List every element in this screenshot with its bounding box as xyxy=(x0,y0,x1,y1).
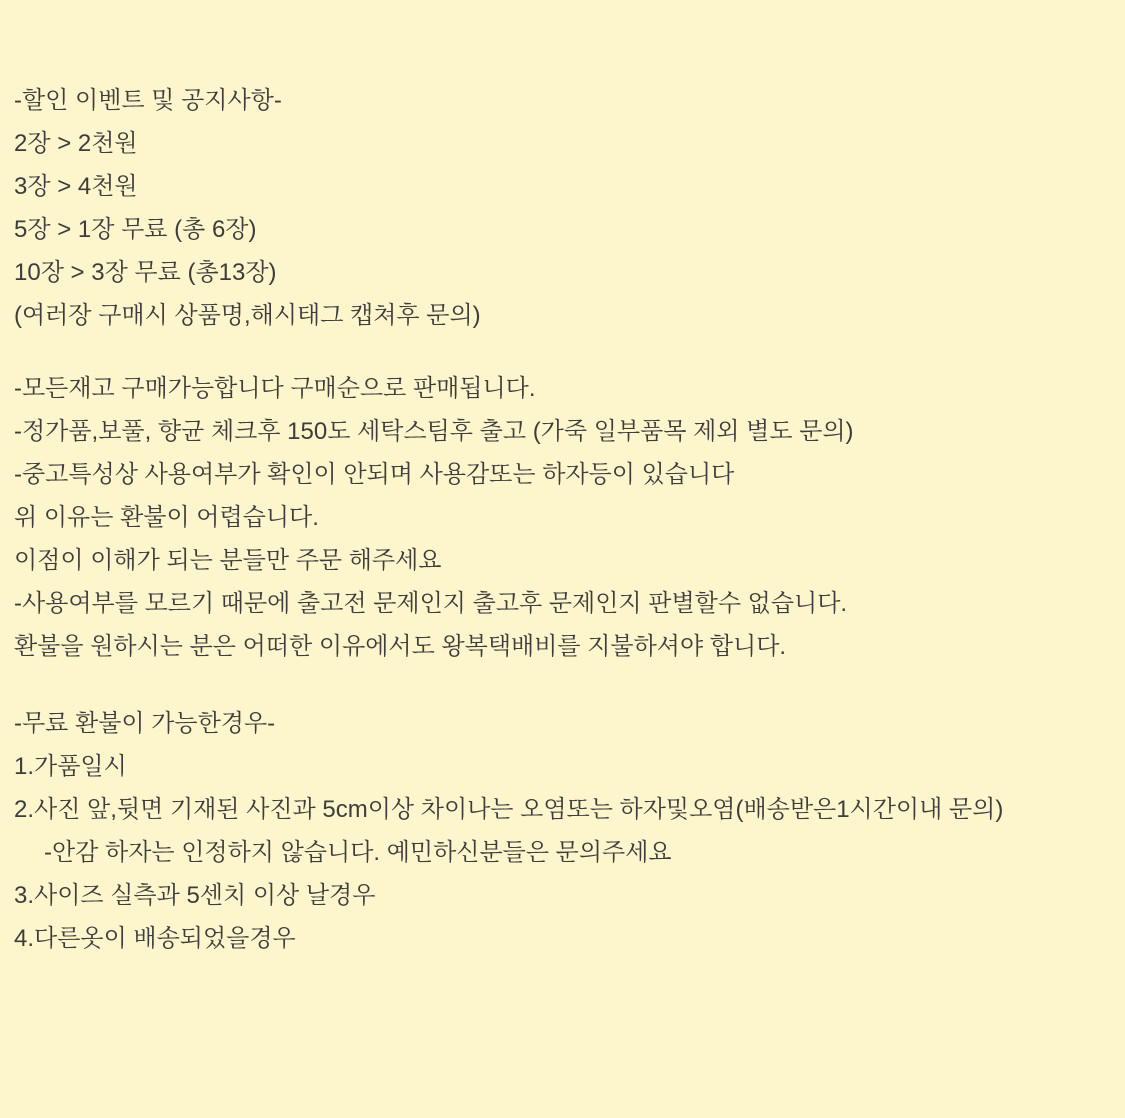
refund-case-line: 3.사이즈 실측과 5센치 이상 날경우 xyxy=(14,882,376,909)
policy-line: -정가품,보풀, 향균 체크후 150도 세탁스팀후 출고 (가죽 일부품목 제외 별도 문의) xyxy=(14,418,854,445)
policy-line: 이점이 이해가 되는 분들만 주문 해주세요 xyxy=(14,547,442,574)
section-spacer xyxy=(14,337,1115,367)
discount-tier-line: 10장 > 3장 무료 (총13장) xyxy=(14,259,277,286)
policy-line: -사용여부를 모르기 때문에 출고전 문제인지 출고후 문제인지 판별할수 없습니다. xyxy=(14,590,848,617)
discount-tier-line: 5장 > 1장 무료 (총 6장) xyxy=(14,216,257,243)
refund-case-line: 4.다른옷이 배송되었을경우 xyxy=(14,925,296,952)
section-spacer xyxy=(14,668,1115,702)
discount-tier-line: 3장 > 4천원 xyxy=(14,173,138,200)
refund-case-line: 2.사진 앞,뒷면 기재된 사진과 5cm이상 차이나는 오염또는 하자및오염(배송받은1시간이내 문의) xyxy=(14,796,1004,823)
discount-note-line: (여러장 구매시 상품명,해시태그 캡쳐후 문의) xyxy=(14,302,481,329)
refund-case-line: 1.가품일시 xyxy=(14,753,127,780)
policy-line: 위 이유는 환불이 어렵습니다. xyxy=(14,504,319,531)
discount-section-title: -할인 이벤트 및 공지사항- xyxy=(14,87,282,114)
policy-line: -모든재고 구매가능합니다 구매순으로 판매됩니다. xyxy=(14,375,536,402)
refund-subnote-line: -안감 하자는 인정하지 않습니다. 예민하신분들은 문의주세요 xyxy=(44,839,672,866)
policy-line: -중고특성상 사용여부가 확인이 안되며 사용감또는 하자등이 있습니다 xyxy=(14,461,735,488)
discount-tier-line: 2장 > 2천원 xyxy=(14,130,138,157)
policy-line: 환불을 원하시는 분은 어떠한 이유에서도 왕복택배비를 지불하셔야 합니다. xyxy=(14,633,787,660)
refund-section-title: -무료 환불이 가능한경우- xyxy=(14,710,276,737)
